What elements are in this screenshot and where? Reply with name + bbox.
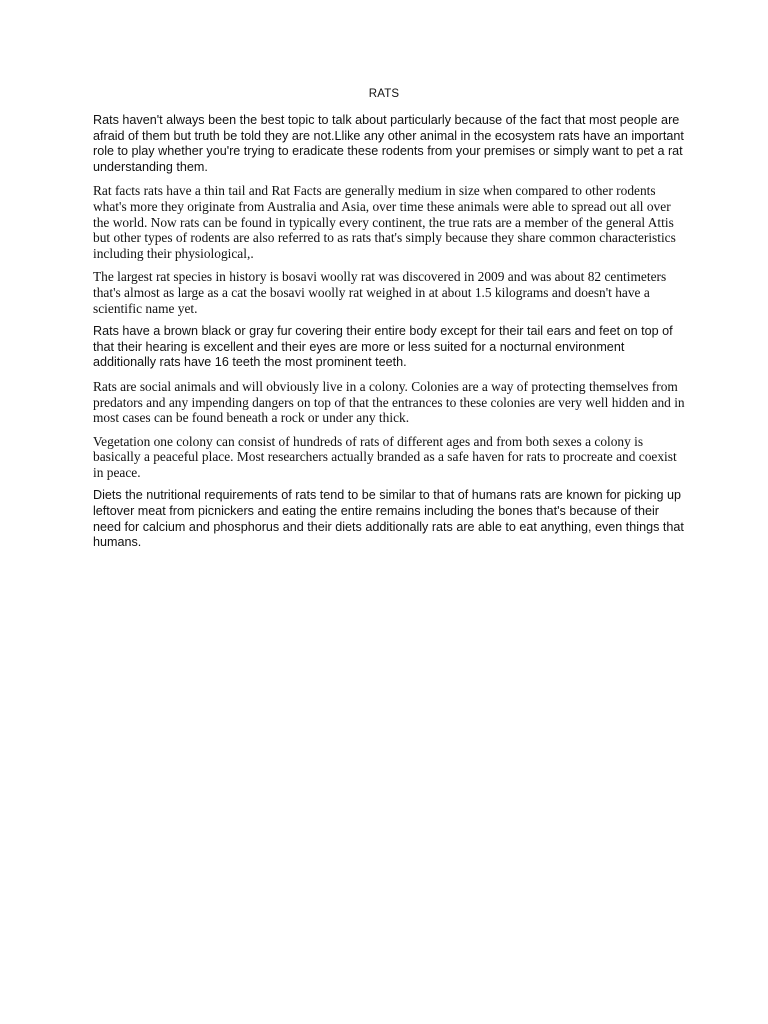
paragraph-diets: Diets the nutritional requirements of rats tend to be similar to that of humans rats are known for picking up leftover meat from picnickers and eating the entire remains including the bones that's because of their need for calcium and phosphorus and their diets additionally rats are able to eat anything, even things that humans. — [93, 488, 684, 550]
paragraph-fur-and-senses: Rats have a brown black or gray fur covering their entire body except for their tail ears and feet on top of that their hearing is excellent and their eyes are more or less suited for a nocturnal environment additionally rats have 16 teeth the most prominent teeth. — [93, 324, 673, 370]
paragraph-colonies: Rats are social animals and will obviously live in a colony. Colonies are a way of protecting themselves from predators and any impending dangers on top of that the entrances to these colonies are very well hidden and in most cases can be found beneath a rock or under any thick. — [93, 378, 685, 426]
document-body — [93, 113, 685, 559]
paragraph-intro: Rats haven't always been the best topic to talk about particularly because of the fact that most people are afraid of them but truth be told they are not.Llike any other animal in the ecosystem rats have an important role to play whether you're trying to eradicate these rodents from your premises or simply want to pet a rat understanding them. — [93, 113, 684, 174]
paragraph-vegetation: Vegetation one colony can consist of hundreds of rats of different ages and from both sexes a colony is basically a peaceful place. Most researchers actually branded as a safe haven for rats to procreate and coexist in peace. — [93, 433, 677, 480]
paragraph-rat-facts: Rat facts rats have a thin tail and Rat Facts are generally medium in size when compared to other rodents what's more they originate from Australia and Asia, over time these animals were able to spread out all over the world. Now rats can be found in typically every continent, the true rats are a member of the general Attis but other types of rodents are also referred to as rats that's simply because they share common characteristics including their physiological,. — [93, 183, 676, 261]
document-title: RATS — [368, 88, 400, 100]
paragraph-largest-species: The largest rat species in history is bosavi woolly rat was discovered in 2009 and was about 82 centimeters that's almost as large as a cat the bosavi woolly rat weighed in at about 1.5 kilograms and doesn't have a scientific name yet. — [93, 269, 667, 316]
